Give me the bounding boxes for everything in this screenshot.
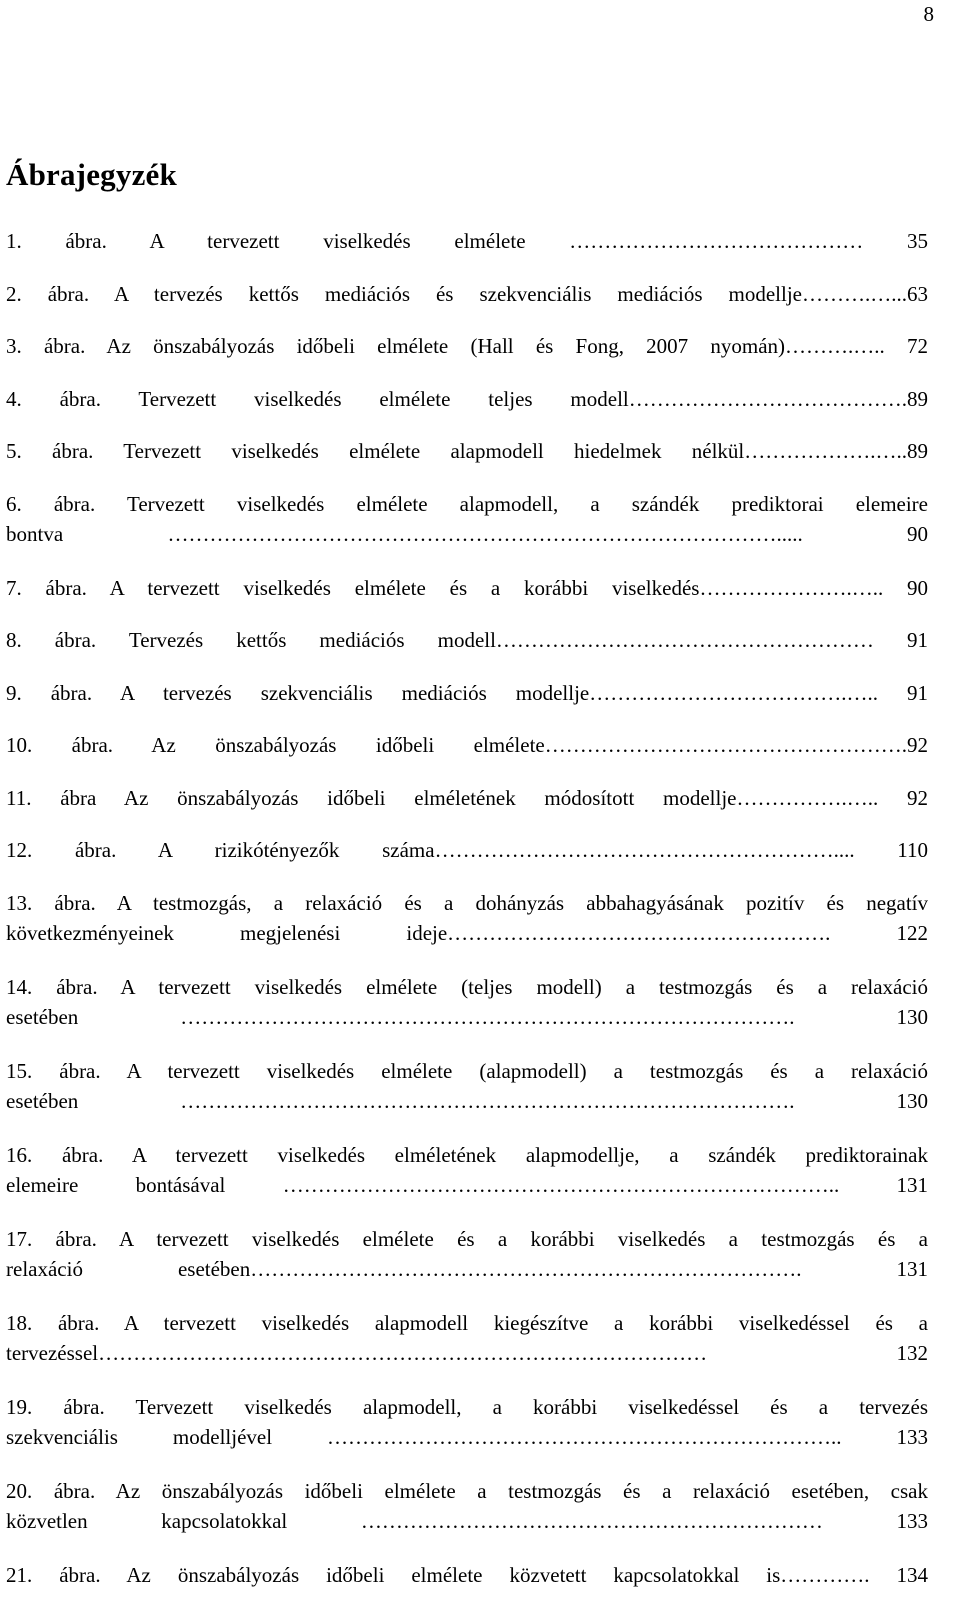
figure-list-line: 8. ábra. Tervezés kettős mediációs modell……………………………………………… 91 (6, 628, 928, 652)
figure-list-item (6, 1224, 928, 1284)
figure-list-item (6, 1140, 928, 1200)
figure-list-line: 7. ábra. A tervezett viselkedés elmélete és a korábbi viselkedés………………….….. 90 (6, 575, 928, 600)
page-number: 8 (923, 2, 934, 26)
figure-list-item (6, 331, 928, 361)
figure-list-line: 4. ábra. Tervezett viselkedés elmélete teljes modell………………………………….89 (6, 386, 928, 411)
figure-list (6, 226, 928, 1612)
figure-list-line: 1. ábra. A tervezett viselkedés elmélete …………………………………… 35 (6, 229, 928, 253)
figure-list-item (6, 1476, 928, 1536)
figure-list-line: tervezéssel…………………………………………………………………………… 132 (6, 1340, 928, 1365)
figure-list-line: 18. ábra. A tervezett viselkedés alapmodell kiegészítve a korábbi viselkedéssel és a (6, 1310, 928, 1335)
figure-list-line: 19. ábra. Tervezett viselkedés alapmodell, a korábbi viselkedéssel és a tervezés (6, 1394, 928, 1419)
figure-list-line: szekvenciális modelljével ……………………………………………………………….. 133 (6, 1424, 928, 1449)
figure-list-item (6, 783, 928, 813)
figure-list-line: 17. ábra. A tervezett viselkedés elmélete és a korábbi viselkedés a testmozgás és a (6, 1226, 928, 1251)
figure-list-line: elemeire bontásával …………………………………………………………………….. 131 (6, 1172, 928, 1197)
figure-list-item (6, 1308, 928, 1368)
figure-list-line: 3. ábra. Az önszabályozás időbeli elmélete (Hall és Fong, 2007 nyomán)……….….. 72 (6, 334, 928, 358)
figure-list-item (6, 226, 928, 256)
figure-list-line: 12. ábra. A rizikótényezők száma………………………………………………….... 110 (6, 838, 928, 862)
figure-list-item (6, 489, 928, 549)
page-title: Ábrajegyzék (6, 157, 177, 192)
figure-list-line: közvetlen kapcsolatokkal ………………………………………………………… 133 (6, 1508, 928, 1533)
figure-list-line: 13. ábra. A testmozgás, a relaxáció és a dohányzás abbahagyásának pozitív és negatív (6, 890, 928, 915)
figure-list-line: relaxáció esetében……………………………………………………………………. 131 (6, 1256, 928, 1281)
figure-list-item (6, 730, 928, 760)
figure-list-item (6, 1392, 928, 1452)
figure-list-item (6, 279, 928, 309)
figure-list-line: 9. ábra. A tervezés szekvenciális mediációs modellje……………………………….….. 91 (6, 680, 928, 705)
figure-list-item (6, 384, 928, 414)
figure-list-line: 20. ábra. Az önszabályozás időbeli elmélete a testmozgás és a relaxáció esetében, csak (6, 1478, 928, 1503)
figure-list-line: 14. ábra. A tervezett viselkedés elmélete (teljes modell) a testmozgás és a relaxáció (6, 974, 928, 999)
figure-list-line: 21. ábra. Az önszabályozás időbeli elmélete közvetett kapcsolatokkal is…………. 134 (6, 1562, 928, 1587)
figure-list-item (6, 888, 928, 948)
figure-list-item (6, 1056, 928, 1116)
figure-list-item (6, 972, 928, 1032)
figure-list-line: 2. ábra. A tervezés kettős mediációs és szekvenciális mediációs modellje……….…...63 (6, 281, 928, 306)
figure-list-line: 16. ábra. A tervezett viselkedés elméletének alapmodellje, a szándék prediktorainak (6, 1142, 928, 1167)
figure-list-line: esetében ……………………………………………………………………………. 130 (6, 1004, 928, 1029)
figure-list-item (6, 436, 928, 466)
figure-list-line: 11. ábra Az önszabályozás időbeli elméletének módosított modellje…………….….. 92 (6, 785, 928, 810)
figure-list-item (6, 835, 928, 865)
figure-list-line: 10. ábra. Az önszabályozás időbeli elmélete…………………………………………….92 (6, 733, 928, 757)
figure-list-line: bontva ……………………………………………………………………………..... 90 (6, 521, 928, 546)
figure-list-item (6, 625, 928, 655)
figure-list-line: 15. ábra. A tervezett viselkedés elmélete (alapmodell) a testmozgás és a relaxáció (6, 1058, 928, 1083)
figure-list-line: következményeinek megjelenési ideje………………………………………………. 122 (6, 920, 928, 945)
figure-list-item (6, 573, 928, 603)
figure-list-line: 6. ábra. Tervezett viselkedés elmélete alapmodell, a szándék prediktorai elemeire (6, 491, 928, 516)
figure-list-line: esetében ……………………………………………………………………………. 130 (6, 1088, 928, 1113)
figure-list-item (6, 1560, 928, 1590)
figure-list-line: 5. ábra. Tervezett viselkedés elmélete alapmodell hiedelmek nélkül……………….…..89 (6, 439, 928, 463)
figure-list-item (6, 678, 928, 708)
